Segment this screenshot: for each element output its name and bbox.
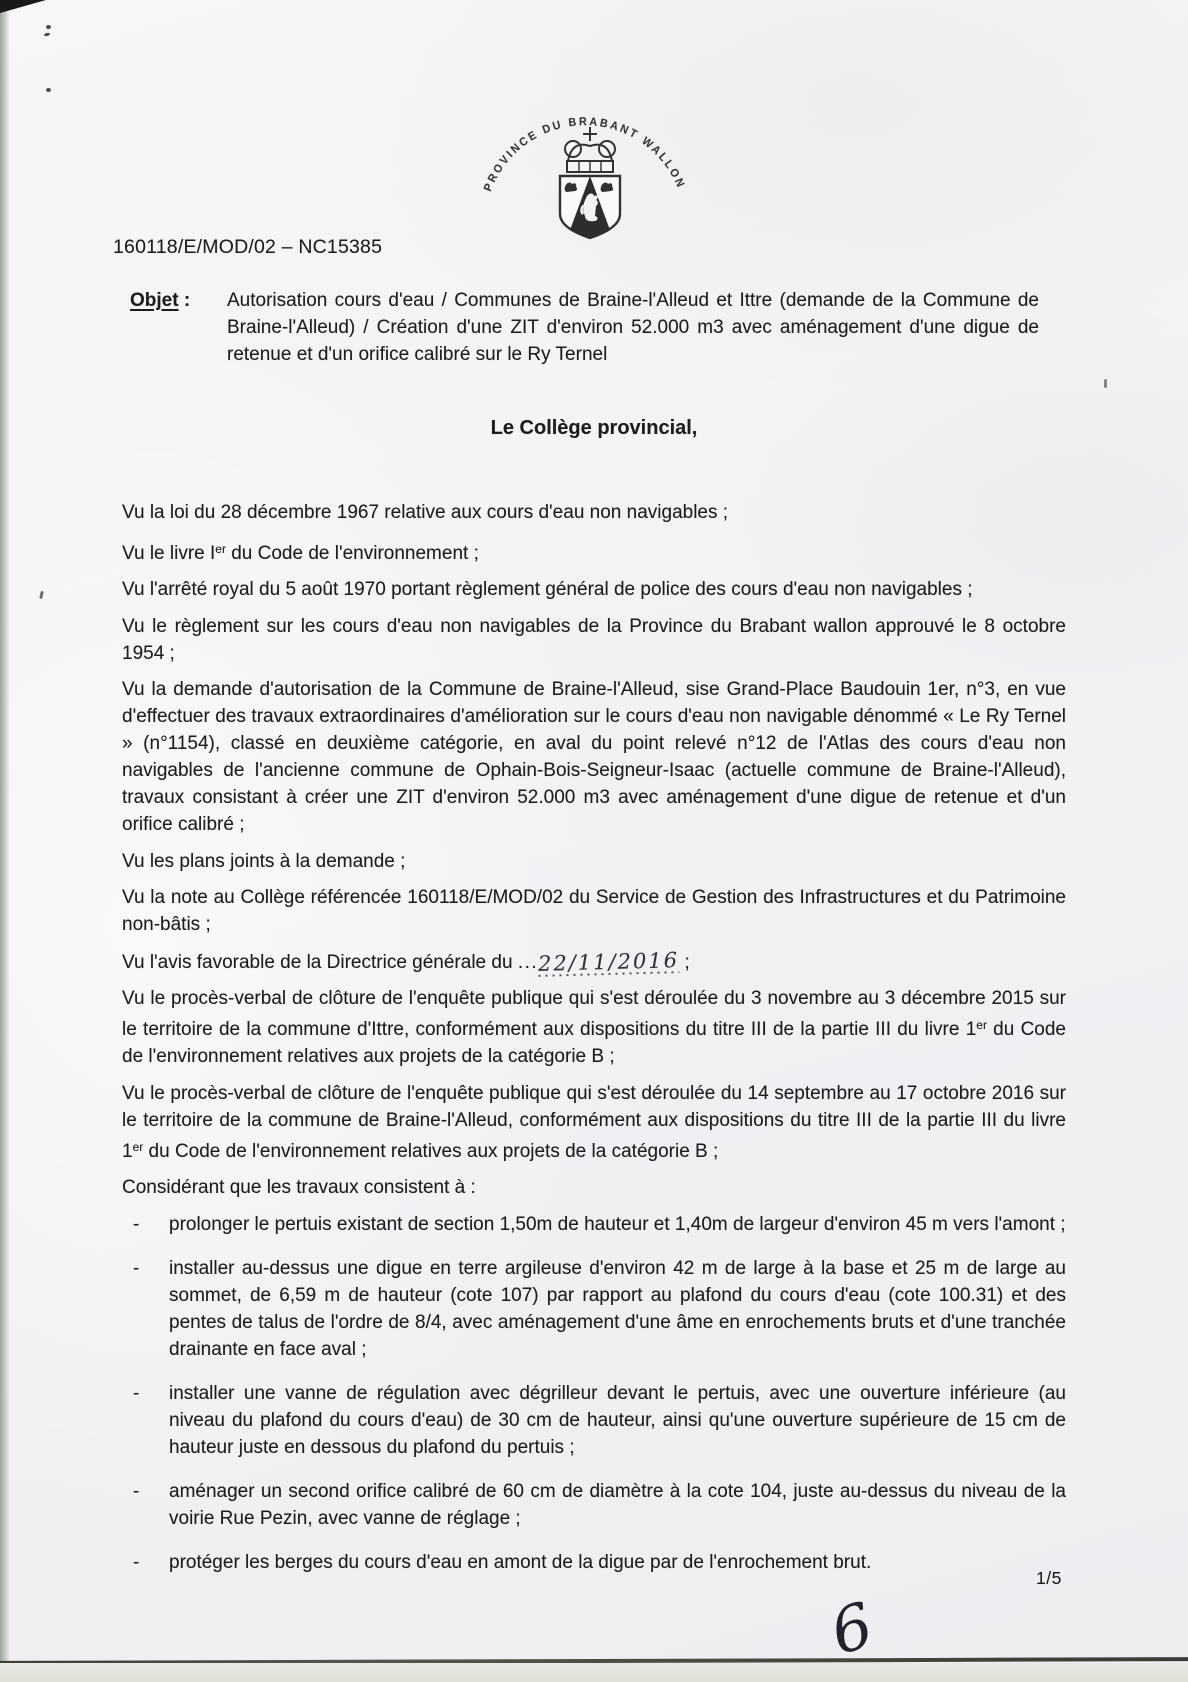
document-body [122, 287, 1066, 1593]
crest-arc-text: PROVINCE DU BRABANT WALLON [482, 116, 688, 194]
superscript: er [976, 1018, 987, 1032]
bullet-text: prolonger le pertuis existant de section 1,50m de hauteur et 1,40m de largeur d'environ 45 m vers l'amont ; [169, 1213, 1066, 1235]
shield-icon [560, 176, 620, 238]
handwritten-numeral: 6 [822, 1587, 881, 1670]
scan-corner-mark [0, 0, 46, 13]
paragraph-pv-braine: Vu le procès-verbal de clôture de l'enquête publique qui s'est déroulée du 14 septembre au 17 octobre 2016 sur le territoire de la commune de Braine-l'Alleud, conformément aux dispositions du titre III de la partie III du livre 1er du Code de l'environnement relatives aux projets de la catégorie B ; [122, 1082, 1066, 1162]
scan-speck [46, 25, 51, 29]
paragraph-avis: Vu l'avis favorable de la Directrice générale du ...22/11/2016 ; [122, 947, 690, 976]
paragraph-arrete: Vu l'arrêté royal du 5 août 1970 portant règlement général de police des cours d'eau non navigables ; [122, 579, 973, 600]
scan-bottom-strip [0, 1663, 1188, 1682]
paragraph-note: Vu la note au Collège référencée 160118/E/MOD/02 du Service de Gestion des Infrastructures et du Patrimoine non-bâtis ; [122, 887, 1066, 935]
crown-icon [565, 127, 615, 172]
superscript: er [132, 1139, 144, 1154]
reference-number: 160118/E/MOD/02 – NC15385 [113, 236, 383, 258]
bullet-text: installer au-dessus une digue en terre argileuse d'environ 42 m de large à la base et 25 m de large au sommet, de 6,59 m de hauteur (cote 107) par rapport au plafond du cours d'eau (cote 100.31) et des pentes de talus de l'ordre de 8/4, avec aménagement d'une âme en enrochements bruts et d'une tranchée drainante en face aval ; [169, 1257, 1066, 1360]
paragraph-pv-ittre: Vu le procès-verbal de clôture de l'enquête publique qui s'est déroulée du 3 novembre au 3 décembre 2015 sur le territoire de la commune d'Ittre, conformément aux dispositions du titre III de la partie III du livre 1er du Code de l'environnement relatives aux projets de la catégorie B ; [122, 988, 1066, 1067]
superscript: er [215, 541, 226, 556]
province-crest-stamp [468, 98, 698, 240]
list-item [122, 1380, 1066, 1461]
dotted-leader: ... [517, 951, 539, 973]
list-item [122, 1255, 1066, 1363]
bullet-marker: - [133, 1213, 140, 1235]
bullet-marker: - [133, 1257, 140, 1279]
objet-block [130, 287, 1066, 368]
list-item [122, 1211, 1066, 1238]
objet-label: Objet : [130, 290, 191, 311]
handwritten-date: 22/11/2016 [537, 947, 680, 976]
list-item [122, 1478, 1066, 1532]
scan-speck [44, 32, 51, 36]
works-bullet-list [122, 1211, 1066, 1576]
paragraph-reglement: Vu le règlement sur les cours d'eau non navigables de la Province du Brabant wallon approuvé le 8 octobre 1954 ; [122, 615, 1066, 664]
bullet-text: aménager un second orifice calibré de 60 cm de diamètre à la cote 104, juste au-dessus du niveau de la voirie Rue Pezin, avec vanne de réglage ; [169, 1480, 1066, 1529]
scan-left-edge [0, 0, 10, 1682]
paragraph-plans: Vu les plans joints à la demande ; [122, 850, 406, 872]
list-item [122, 1549, 1066, 1576]
paragraph-considerant: Considérant que les travaux consistent à : [122, 1177, 476, 1198]
scan-speck [1104, 379, 1107, 388]
objet-text: Autorisation cours d'eau / Communes de Braine-l'Alleud et Ittre (demande de la Commune de Braine-l'Alleud) / Création d'une ZIT d'environ 52.000 m3 avec aménagement d'une digue de retenue et d'un orifice calibré sur le Ry Ternel [227, 290, 1039, 365]
paragraph-loi: Vu la loi du 28 décembre 1967 relative aux cours d'eau non navigables ; [122, 502, 729, 523]
document-title: Le Collège provincial, [490, 417, 698, 439]
bullet-marker: - [133, 1551, 140, 1573]
bullet-marker: - [133, 1480, 140, 1502]
scan-speck [46, 88, 51, 92]
paragraph-livre: Vu le livre Ier du Code de l'environnement ; [122, 541, 479, 564]
page-number: 1/5 [1036, 1568, 1062, 1588]
bullet-text: installer une vanne de régulation avec dégrilleur devant le pertuis, avec une ouverture inférieure (au niveau du plafond du cours d'eau) de 30 cm de hauteur, ainsi qu'une ouverture supérieure de 15 cm de hauteur juste en dessous du plafond du pertuis ; [169, 1382, 1066, 1458]
scan-speck [39, 591, 44, 599]
bullet-text: protéger les berges du cours d'eau en amont de la digue par de l'enrochement brut. [169, 1551, 872, 1573]
paragraph-demande: Vu la demande d'autorisation de la Commune de Braine-l'Alleud, sise Grand-Place Baudouin 1er, n°3, en vue d'effectuer des travaux extraordinaires d'amélioration sur le cours d'eau non navigable dénommé « Le Ry Ternel » (n°1154), classé en deuxième catégorie, en aval du point relevé n°12 de l'Atlas des cours d'eau non navigables de l'ancienne commune de Ophain-Bois-Seigneur-Isaac (actuelle commune de Braine-l'Alleud), travaux consistant à créer une ZIT d'environ 52.000 m3 avec aménagement d'une digue de retenue et d'un orifice calibré ; [122, 679, 1066, 835]
bullet-marker: - [133, 1382, 140, 1404]
